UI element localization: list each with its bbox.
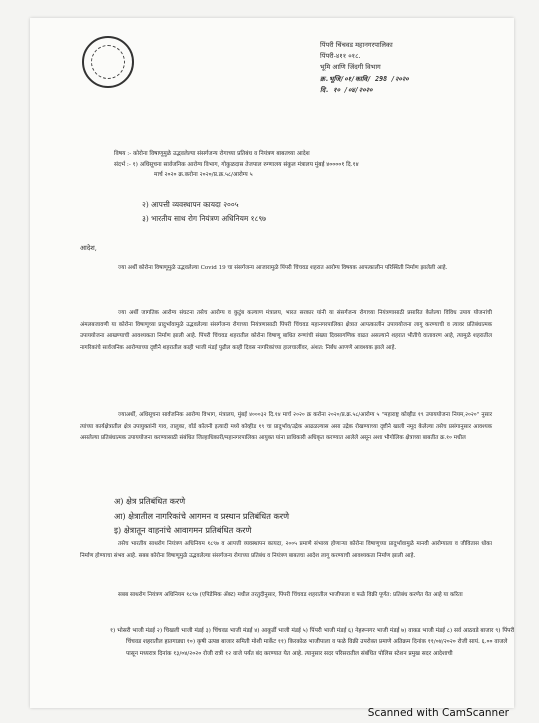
markets-list: १) भोसरी भाजी मंडई २) चिखली भाजी मंडई ३) चिंचवड भाजी मंडई ४) आकुर्डी भाजी मंडई ५) पिंपरी भाजी मंडई ६) नेहरूनगर भाजी मंडई ७) वाकड भाजी मंडई ८) सर्व आठवडे बाजार ९) पिंपरी चिंचवड शहरातील हातगाड्या १०) कृषी उत्पन्न बाजार समिती मोशी मार्केट ११) किरकोळ भाजीपाला व फळे विक्री उपरोक्त प्रमाणे अतिक्रम दिनांक ११/०४/२०२० रोजी सायं. ६.०० वाजले पासून मध्यरात्र दिनांक १३/०४/२०२० रोजी रात्री १२ वाजे पर्यंत बंद करण्यात येत आहे. त्यानुसार सदर परिसरातील संबंधित पोलिस स्टेशन प्रमुख सदर आदेशाची [110,628,514,657]
subject-line: विषय :- कोरोना विषाणूमुळे उद्भवलेल्या संसर्गजन्य रोगाच्या प्रतिबंध व नियंत्रण बाबतच्या आदेश [114,151,310,157]
paragraph-notification: ज्याअर्थी, अधिसूचना सार्वजनिक आरोग्य विभाग, मंत्रालय, मुंबई ४०००३२ दि.१४ मार्च २०२० क्र करोना २०२०/प्र.क्र.५८/आरोग्य ५ "महाराष्ट्र कोव्हीड १९ उपाययोजना नियम,२०२०" नुसार त्यांच्या कार्यक्षेत्रातील क्षेत्र उपायुक्तांनी गाव, तालुका, वॉर्ड कॉलनी इत्यादी मध्ये कोव्हीड १९ चा प्रादुर्भाव/उद्रेक आढळल्यास असा उद्रेक रोखण्याच्या दृष्टीने खाली नमूद केलेल्या तसेच प्रसंगानुसार आवश्यक असलेल्या प्रतिबंधात्मक उपाययोजना करण्यासाठी संबंधित जिल्हाधिकारी/महानगरपालिका आयुक्त यांना प्राधिकारी अधिकृत करण्यात आलेले असून अशा भौगोलिक क्षेत्राच्या बाबतीत क्र.१० मधील [80,412,492,442]
paragraph-covid-emergency: ज्या अर्थी कोरोना विषाणूमुळे उद्भवलेल्या Covid 19 चा संसर्गजन्य आजारामुळे पिंपरी चिंचवड शहरात आरोग्य विषयक आपत्कालीन परिस्थिती निर्माण झालेली आहे. [118,265,448,271]
office-department: भूमि आणि जिंदगी विभाग [320,63,381,72]
reference-number: क्र.भूजि/०१/कावि/ 298 /२०२० [320,74,409,83]
measures-list [114,494,414,538]
scanned-page [30,18,514,708]
reference-act-2005: २) आपत्ती व्यवस्थापन कायदा २००५ [142,200,239,209]
measure-item: आ) क्षेत्रातील नागरिकांचे आगमन व प्रस्थान प्रतिबंधित करणे [114,510,290,521]
paragraph-order: सबब साथरोग नियंत्रण अधिनियम १८९७ (एपिडेमिक ॲक्ट) मधील तरतुदीनुसार, पिंपरी चिंचवड शहरातील भाजीपाला व फळे विक्री पूर्णत: प्रतिबंध करणेत येत आहे या करिता [118,592,463,598]
scanner-watermark: Scanned with CamScanner [367,707,509,719]
subject-block [114,149,494,181]
paragraph-health-measures: ज्या अर्थी जागतिक आरोग्य संघटना तसेच आरोग्य व कुटुंब कल्याण मंत्रालय, भारत सरकार यांनी या संसर्गजन्य रोगाच्या नियंत्रणासाठी प्रसारित केलेल्या विविध उपाय योजनांची अंमलबजावणी या कोरोना विषाणूच्या प्रादुर्भावामुळे उद्भवलेल्या संसर्गजन्य रोगाच्या नियंत्रणासाठी पिंपरी चिंचवड महानगरपालिका क्षेत्रात आपत्कालीन उपाययोजना लागू करण्याची व त्यावर प्रतिबंधात्मक उपाययोजना आखण्याची आवश्यकता निर्माण झाली आहे. पिंपरी चिंचवड शहरातील कोरोना विषाणू बाधित रुग्णांची संख्या दिवसागणिक वाढत असल्याने शहरात भीतीचे वातावरण आहे, त्यामुळे शहरातील नागरिकांचे सार्वजनिक आरोग्याच्या दृष्टीने शहरातील काही भाजी मंडई पुढील काही दिवस नागरिकांच्या हालचालींवर, अंशत: निर्बंध आणणे आवश्यक झाले आहे. [80,310,492,351]
order-greeting: आदेश, [80,244,97,252]
reference-line-1: संदर्भ :- १) अधिसूचना सार्वजनिक आरोग्य विभाग, गोकुळदास तेजपाल रुग्णालय संकुल मंत्रालय मुंबई ४००००१ दि.१४ [114,161,359,168]
measure-item: इ) क्षेत्रातून वाहनांचे आवागमन प्रतिबंधित करणे [114,525,252,535]
office-name: पिंपरी चिंचवड महानगरपालिका [320,41,393,49]
measure-item: अ) क्षेत्र प्रतिबंधित करणे [114,496,186,506]
office-city: पिंपरी-४११ ०१८. [320,52,361,61]
reference-line-2: मार्च २०२० क्र.करोना २०२०/प्र.क्र.५८/आरोग्य ५ [154,172,253,178]
issue-date: दि. १० /०४/२०२० [320,85,373,94]
additional-references [142,198,342,226]
municipal-emblem-icon [82,36,134,88]
reference-act-1897: ३) भारतीय साथ रोग नियंत्रण अधिनियम १८९७ [142,214,267,223]
paragraph-epidemic-act: तसेच भारतीय साथरोग नियंत्रण अधिनियम १८९७ व आपत्ती व्यवस्थापन कायदा, २००५ प्रमाणे संभाव्य होणाऱ्या कोरोना विषाणूच्या प्रादुर्भावामुळे मानवी आरोग्याला व जीवितास धोका निर्माण होण्याचा संभव आहे. सबब कोरोना विषाणूमुळे उद्भवलेल्या संसर्गजन्य रोगाच्या प्रतिबंध व नियंत्रण बाबतचा आदेश लागू करण्याची आवश्यकता निर्माण झाली आहे. [80,541,492,559]
office-address-block [320,40,505,96]
